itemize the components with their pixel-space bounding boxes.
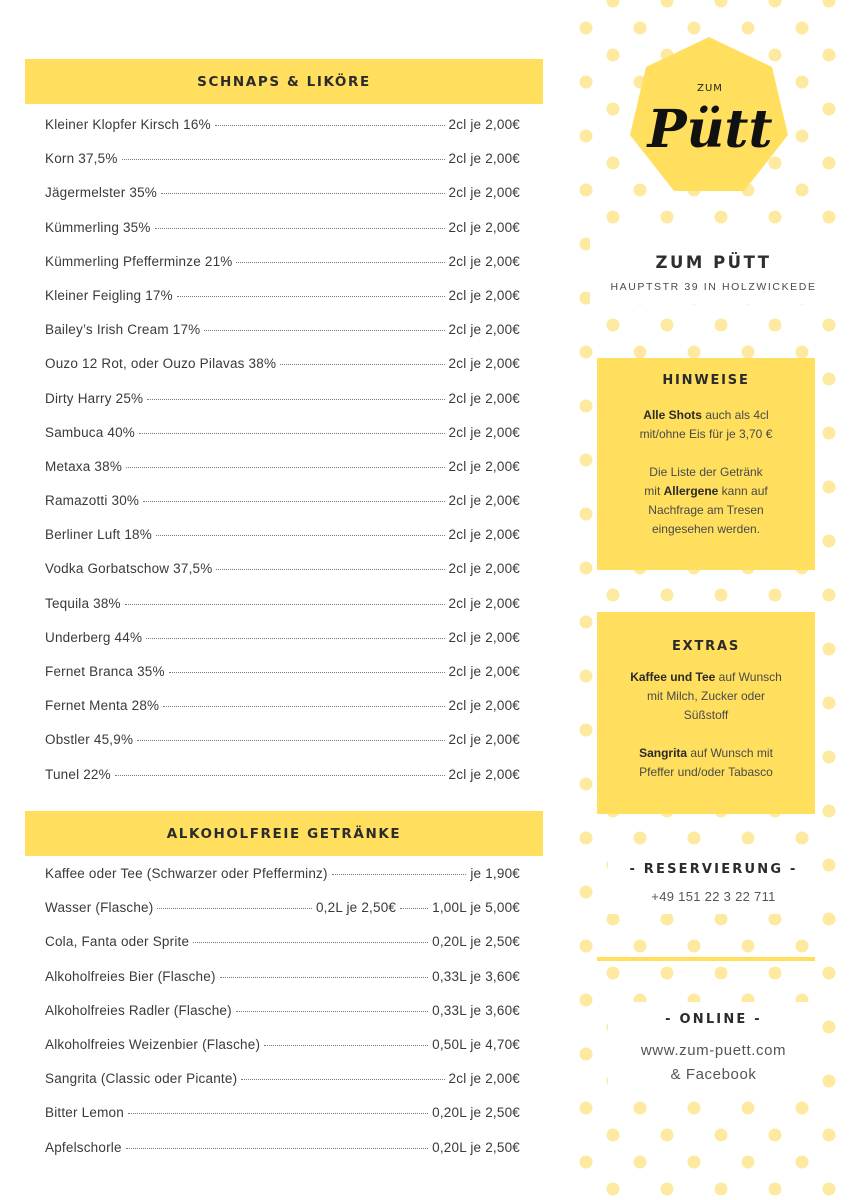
menu-item (45, 698, 520, 732)
item-price: 0,20L je 2,50€ (432, 1105, 520, 1121)
item-name: Apfelschorle (45, 1139, 122, 1155)
extras-line-5: Pfeffer und/oder Tabasco (639, 765, 773, 779)
menu-item (45, 664, 520, 698)
item-name: Jägermelster 35% (45, 185, 157, 201)
item-price: 2cl je 2,00€ (448, 493, 520, 509)
brand-address: HAUPTSTR 39 IN HOLZWICKEDE (610, 281, 817, 293)
hinweise-text: mit (644, 484, 664, 498)
menu-item (45, 767, 520, 801)
online-social[interactable]: & Facebook (670, 1066, 757, 1083)
menu-item (45, 1071, 520, 1105)
dot-leader (115, 775, 445, 776)
item-price: 2cl je 2,00€ (448, 287, 520, 303)
menu-item (45, 934, 520, 968)
item-name: Alkoholfreies Bier (Flasche) (45, 968, 216, 984)
item-price-small: 0,2L je 2,50€ (315, 900, 397, 916)
dot-leader (236, 1011, 428, 1012)
online-title: - ONLINE - (665, 1012, 762, 1027)
item-name: Dirty Harry 25% (45, 390, 144, 406)
item-name: Obstler 45,9% (45, 732, 134, 748)
dot-leader (280, 364, 444, 365)
item-name: Fernet Menta 28% (45, 698, 160, 714)
section-header-alkoholfrei: ALKOHOLFREIE GETRÄNKE (25, 811, 543, 856)
logo-script-text: Pütt (647, 99, 773, 160)
menu-item (45, 117, 520, 151)
dot-leader (163, 706, 444, 707)
dot-leader (220, 977, 428, 978)
hinweise-line-4 (597, 482, 815, 501)
menu-item (45, 1140, 520, 1174)
item-price: 2cl je 2,00€ (448, 629, 520, 645)
item-name: Underberg 44% (45, 629, 143, 645)
dot-leader (143, 501, 444, 502)
menu-item (45, 1105, 520, 1139)
dot-leader (400, 908, 428, 909)
dot-leader (236, 262, 444, 263)
logo (626, 35, 792, 201)
item-price: 2cl je 2,00€ (448, 151, 520, 167)
dot-leader (126, 467, 445, 468)
brand-name: ZUM PÜTT (655, 253, 772, 272)
item-price: 2cl je 2,00€ (448, 561, 520, 577)
item-price: 2cl je 2,00€ (448, 732, 520, 748)
hinweise-line-2: mit/ohne Eis für je 3,70 € (639, 427, 773, 441)
item-name: Kümmerling 35% (45, 219, 151, 235)
item-price: 1,00L je 5,00€ (432, 900, 520, 916)
dot-leader (216, 569, 444, 570)
item-price: 2cl je 2,00€ (448, 595, 520, 611)
dot-leader (193, 942, 428, 943)
item-price: 2cl je 2,00€ (448, 253, 520, 269)
menu-item (45, 322, 520, 356)
item-name: Alkoholfreies Weizenbier (Flasche) (45, 1036, 261, 1052)
menu-item (45, 288, 520, 322)
item-price: 2cl je 2,00€ (448, 390, 520, 406)
dot-leader (146, 638, 444, 639)
item-name: Sambuca 40% (45, 424, 136, 440)
extras-line-3: Süßstoff (683, 708, 729, 722)
item-price: 2cl je 2,00€ (448, 322, 520, 338)
item-price: 2cl je 2,00€ (448, 458, 520, 474)
item-price: 2cl je 2,00€ (448, 219, 520, 235)
item-price: 2cl je 2,00€ (448, 664, 520, 679)
hinweise-line-1 (597, 406, 815, 425)
dot-leader (241, 1079, 444, 1080)
item-name: Wasser (Flasche) (45, 900, 154, 916)
dot-leader (128, 1113, 428, 1114)
menu-item (45, 391, 520, 425)
hinweise-bold-shots: Alle Shots (643, 408, 702, 422)
menu-item (45, 493, 520, 527)
dot-leader (332, 874, 467, 875)
item-name: Korn 37,5% (45, 151, 118, 167)
item-price: 0,50L je 4,70€ (432, 1036, 520, 1052)
reservierung-phone[interactable]: +49 151 22 3 22 711 (651, 889, 776, 904)
dot-leader (215, 125, 445, 126)
menu-item (45, 630, 520, 664)
menu-item (45, 527, 520, 561)
item-price: 2cl je 2,00€ (448, 766, 520, 782)
reservierung-title: - RESERVIERUNG - (629, 862, 798, 877)
dot-leader (204, 330, 444, 331)
menu-item (45, 1003, 520, 1037)
item-name: Ramazotti 30% (45, 493, 140, 509)
menu-item (45, 459, 520, 493)
item-name: Metaxa 38% (45, 458, 123, 474)
hinweise-line-5: Nachfrage am Tresen (648, 503, 764, 517)
hinweise-text: auch als 4cl (701, 408, 769, 422)
item-name: Cola, Fanta oder Sprite (45, 934, 190, 950)
menu-item (45, 185, 520, 219)
extras-box (597, 612, 815, 814)
menu-item (45, 151, 520, 185)
hinweise-line-3: Die Liste der Getränk (649, 465, 763, 479)
hinweise-bold-allergene: Allergene (663, 484, 719, 498)
item-name: Kleiner Klopfer Kirsch 16% (45, 117, 211, 132)
dot-leader (147, 399, 444, 400)
dot-leader (137, 740, 444, 741)
item-name: Kümmerling Pfefferminze 21% (45, 253, 233, 269)
item-price: 0,33L je 3,60€ (432, 1002, 520, 1018)
dot-leader (264, 1045, 428, 1046)
section-header-schnaps: SCHNAPS & LIKÖRE (25, 59, 543, 104)
item-name: Bitter Lemon (45, 1105, 124, 1121)
dot-leader (169, 672, 445, 673)
extras-title: EXTRAS (671, 639, 740, 654)
dot-leader (125, 604, 445, 605)
item-price: 0,20L je 2,50€ (432, 1139, 520, 1155)
menu-item (45, 969, 520, 1003)
hinweise-box (597, 358, 815, 570)
dot-leader (156, 535, 445, 536)
dot-leader (161, 193, 445, 194)
menu-item (45, 561, 520, 595)
item-price: 0,20L je 2,50€ (432, 934, 520, 950)
item-price: je 1,90€ (470, 866, 520, 881)
item-price: 2cl je 2,00€ (448, 356, 520, 372)
dot-leader (177, 296, 445, 297)
item-price: 2cl je 2,00€ (448, 1071, 520, 1087)
extras-text: auf Wunsch (715, 670, 782, 684)
item-name: Kaffee oder Tee (Schwarzer oder Pfefferminz) (45, 866, 328, 881)
menu-item (45, 1037, 520, 1071)
hinweise-title: HINWEISE (662, 373, 750, 388)
item-price: 2cl je 2,00€ (448, 117, 520, 132)
online-url[interactable]: www.zum-puett.com (640, 1042, 787, 1059)
dot-leader (122, 159, 445, 160)
item-name: Kleiner Feigling 17% (45, 287, 173, 303)
item-price: 2cl je 2,00€ (448, 698, 520, 714)
item-price: 0,33L je 3,60€ (432, 968, 520, 984)
alkoholfrei-list (45, 866, 520, 1174)
menu-item (45, 254, 520, 288)
item-name: Fernet Branca 35% (45, 664, 165, 679)
dot-leader (139, 433, 445, 434)
hinweise-text: kann auf (718, 484, 768, 498)
menu-item (45, 425, 520, 459)
menu-item (45, 220, 520, 254)
item-name: Alkoholfreies Radler (Flasche) (45, 1002, 232, 1018)
menu-item (45, 866, 520, 900)
logo-small-text: ZUM (697, 83, 723, 94)
item-price: 2cl je 2,00€ (448, 527, 520, 543)
dot-leader (155, 228, 445, 229)
extras-line-1 (597, 668, 815, 687)
schnaps-list (45, 117, 520, 801)
item-name: Tunel 22% (45, 766, 111, 782)
extras-bold-sangrita: Sangrita (639, 746, 688, 760)
divider-line (597, 957, 815, 961)
item-name: Tequila 38% (45, 595, 121, 611)
item-name: Vodka Gorbatschow 37,5% (45, 561, 213, 577)
extras-line-4 (597, 744, 815, 763)
extras-bold-kaffee: Kaffee und Tee (630, 670, 716, 684)
menu-item (45, 596, 520, 630)
dot-leader (157, 908, 311, 909)
item-name: Sangrita (Classic oder Picante) (45, 1071, 238, 1087)
dot-leader (126, 1148, 428, 1149)
item-price: 2cl je 2,00€ (448, 185, 520, 201)
menu-item (45, 356, 520, 390)
item-name: Berliner Luft 18% (45, 527, 152, 543)
hinweise-line-6: eingesehen werden. (651, 522, 761, 536)
extras-line-2: mit Milch, Zucker oder (646, 689, 766, 703)
item-name: Ouzo 12 Rot, oder Ouzo Pilavas 38% (45, 356, 277, 372)
item-name: Bailey’s Irish Cream 17% (45, 322, 201, 338)
menu-item (45, 732, 520, 766)
extras-text: auf Wunsch mit (687, 746, 773, 760)
menu-item (45, 900, 520, 934)
item-price: 2cl je 2,00€ (448, 424, 520, 440)
